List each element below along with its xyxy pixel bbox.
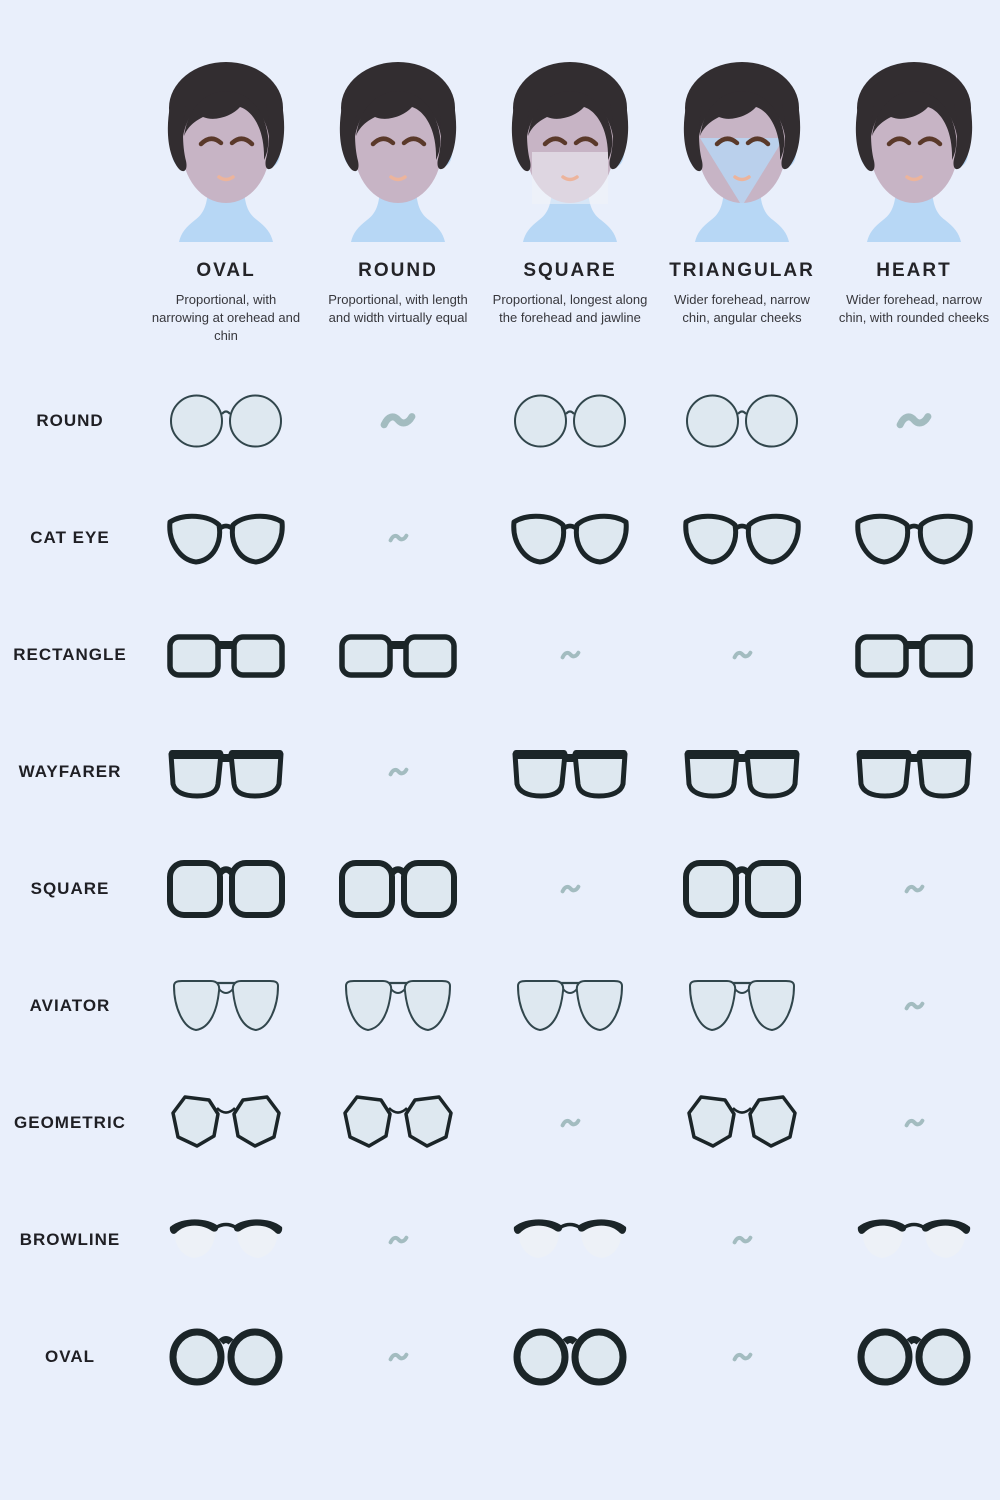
glasses-type-label-oval: OVAL	[45, 1347, 95, 1367]
squiggle-icon	[388, 1234, 409, 1247]
glasses-row-wayfarer	[0, 714, 1000, 831]
face-shape-title-triangular: TRIANGULAR	[669, 260, 815, 281]
cell-geometric-heart	[828, 1117, 1000, 1130]
face-shape-description-oval: Proportional, with narrowing at orehead and chin	[151, 292, 301, 343]
face-illustration-oval	[156, 56, 296, 248]
oval-glasses-icon	[168, 1326, 284, 1388]
cell-square-oval	[140, 858, 312, 920]
geometric-glasses-icon	[684, 1093, 800, 1153]
cell-square-triangular	[656, 858, 828, 920]
cell-aviator-oval	[140, 977, 312, 1035]
cateye-glasses-icon	[511, 510, 629, 566]
browline-glasses-icon	[855, 1214, 973, 1266]
wayfarer-glasses-icon	[511, 744, 629, 800]
cell-rectangle-heart	[828, 629, 1000, 681]
glasses-row-cat-eye	[0, 480, 1000, 597]
face-shape-description-triangular: Wider forehead, narrow chin, angular cheeks	[674, 292, 810, 325]
squiggle-icon	[732, 649, 753, 662]
face-column-round	[312, 56, 484, 345]
face-shape-title-square: SQUARE	[523, 260, 617, 281]
squiggle-icon	[732, 1234, 753, 1247]
squiggle-icon	[732, 1351, 753, 1364]
corner-spacer	[0, 56, 140, 345]
face-shape-title-oval: OVAL	[196, 260, 256, 281]
cell-browline-round	[312, 1234, 484, 1247]
cell-square-round	[312, 858, 484, 920]
cell-aviator-heart	[828, 1000, 1000, 1013]
cell-oval-heart	[828, 1326, 1000, 1388]
cell-round-triangular	[656, 392, 828, 450]
cell-round-heart	[828, 410, 1000, 433]
rectangle-glasses-icon	[855, 629, 973, 681]
cell-wayfarer-heart	[828, 744, 1000, 800]
wayfarer-glasses-icon	[167, 744, 285, 800]
glasses-type-label-aviator: AVIATOR	[29, 996, 111, 1016]
cell-rectangle-oval	[140, 629, 312, 681]
face-column-heart	[828, 56, 1000, 345]
cell-cat-eye-triangular	[656, 510, 828, 566]
cell-geometric-round	[312, 1093, 484, 1153]
cell-cat-eye-oval	[140, 510, 312, 566]
round-glasses-icon	[168, 392, 284, 450]
cell-cat-eye-heart	[828, 510, 1000, 566]
glasses-type-label-wayfarer: WAYFARER	[18, 762, 122, 782]
aviator-glasses-icon	[683, 977, 801, 1035]
geometric-glasses-icon	[168, 1093, 284, 1153]
glasses-type-label-square: SQUARE	[30, 879, 110, 899]
cell-round-square	[484, 392, 656, 450]
cell-geometric-oval	[140, 1093, 312, 1153]
square-glasses-icon	[167, 858, 285, 920]
squiggle-icon	[380, 410, 416, 433]
browline-glasses-icon	[511, 1214, 629, 1266]
square-glasses-icon	[683, 858, 801, 920]
cell-round-round	[312, 410, 484, 433]
aviator-glasses-icon	[339, 977, 457, 1035]
glasses-row-geometric	[0, 1065, 1000, 1182]
squiggle-icon	[896, 410, 932, 433]
cell-round-oval	[140, 392, 312, 450]
face-shape-title-round: ROUND	[358, 260, 438, 281]
wayfarer-glasses-icon	[683, 744, 801, 800]
face-illustration-heart	[844, 56, 984, 248]
aviator-glasses-icon	[167, 977, 285, 1035]
round-glasses-icon	[512, 392, 628, 450]
cateye-glasses-icon	[683, 510, 801, 566]
squiggle-icon	[904, 1117, 925, 1130]
cell-oval-round	[312, 1351, 484, 1364]
oval-glasses-icon	[856, 1326, 972, 1388]
cell-geometric-square	[484, 1117, 656, 1130]
cell-wayfarer-triangular	[656, 744, 828, 800]
face-illustration-round	[328, 56, 468, 248]
cell-wayfarer-oval	[140, 744, 312, 800]
cell-square-heart	[828, 883, 1000, 896]
cell-square-square	[484, 883, 656, 896]
glasses-row-round	[0, 363, 1000, 480]
glasses-type-label-geometric: GEOMETRIC	[14, 1113, 126, 1133]
face-shape-description-square: Proportional, longest along the forehead and jawline	[492, 292, 648, 325]
glasses-type-label-round: ROUND	[36, 411, 104, 431]
face-illustration-triangular	[672, 56, 812, 248]
rectangle-glasses-icon	[339, 629, 457, 681]
wayfarer-glasses-icon	[855, 744, 973, 800]
squiggle-icon	[560, 883, 581, 896]
glasses-type-label-cat-eye: CAT EYE	[30, 528, 110, 548]
cell-cat-eye-square	[484, 510, 656, 566]
glasses-type-label-browline: BROWLINE	[19, 1230, 121, 1250]
squiggle-icon	[904, 883, 925, 896]
cell-rectangle-square	[484, 649, 656, 662]
cateye-glasses-icon	[855, 510, 973, 566]
cell-aviator-square	[484, 977, 656, 1035]
cell-cat-eye-round	[312, 532, 484, 545]
face-column-oval	[140, 56, 312, 345]
face-column-square	[484, 56, 656, 345]
compatibility-grid	[0, 363, 1000, 1416]
rectangle-glasses-icon	[167, 629, 285, 681]
face-shape-title-heart: HEART	[876, 260, 952, 281]
squiggle-icon	[560, 649, 581, 662]
round-glasses-icon	[684, 392, 800, 450]
browline-glasses-icon	[167, 1214, 285, 1266]
cell-oval-square	[484, 1326, 656, 1388]
cateye-glasses-icon	[167, 510, 285, 566]
face-shapes-header	[0, 0, 1000, 345]
glasses-row-oval	[0, 1299, 1000, 1416]
cell-wayfarer-square	[484, 744, 656, 800]
glasses-row-rectangle	[0, 597, 1000, 714]
glasses-row-browline	[0, 1182, 1000, 1299]
cell-browline-triangular	[656, 1234, 828, 1247]
squiggle-icon	[388, 766, 409, 779]
glasses-type-label-rectangle: RECTANGLE	[13, 645, 127, 665]
aviator-glasses-icon	[511, 977, 629, 1035]
geometric-glasses-icon	[340, 1093, 456, 1153]
cell-wayfarer-round	[312, 766, 484, 779]
cell-browline-square	[484, 1214, 656, 1266]
squiggle-icon	[904, 1000, 925, 1013]
face-shape-description-heart: Wider forehead, narrow chin, with rounded cheeks	[838, 292, 990, 325]
glasses-row-aviator	[0, 948, 1000, 1065]
cell-rectangle-round	[312, 629, 484, 681]
face-illustration-square	[500, 56, 640, 248]
cell-browline-heart	[828, 1214, 1000, 1266]
cell-oval-oval	[140, 1326, 312, 1388]
glasses-row-square	[0, 831, 1000, 948]
cell-oval-triangular	[656, 1351, 828, 1364]
face-shape-description-round: Proportional, with length and width virtually equal	[328, 292, 468, 325]
squiggle-icon	[388, 532, 409, 545]
oval-glasses-icon	[512, 1326, 628, 1388]
squiggle-icon	[560, 1117, 581, 1130]
cell-rectangle-triangular	[656, 649, 828, 662]
cell-browline-oval	[140, 1214, 312, 1266]
face-column-triangular	[656, 56, 828, 345]
squiggle-icon	[388, 1351, 409, 1364]
cell-aviator-triangular	[656, 977, 828, 1035]
square-glasses-icon	[339, 858, 457, 920]
cell-geometric-triangular	[656, 1093, 828, 1153]
cell-aviator-round	[312, 977, 484, 1035]
